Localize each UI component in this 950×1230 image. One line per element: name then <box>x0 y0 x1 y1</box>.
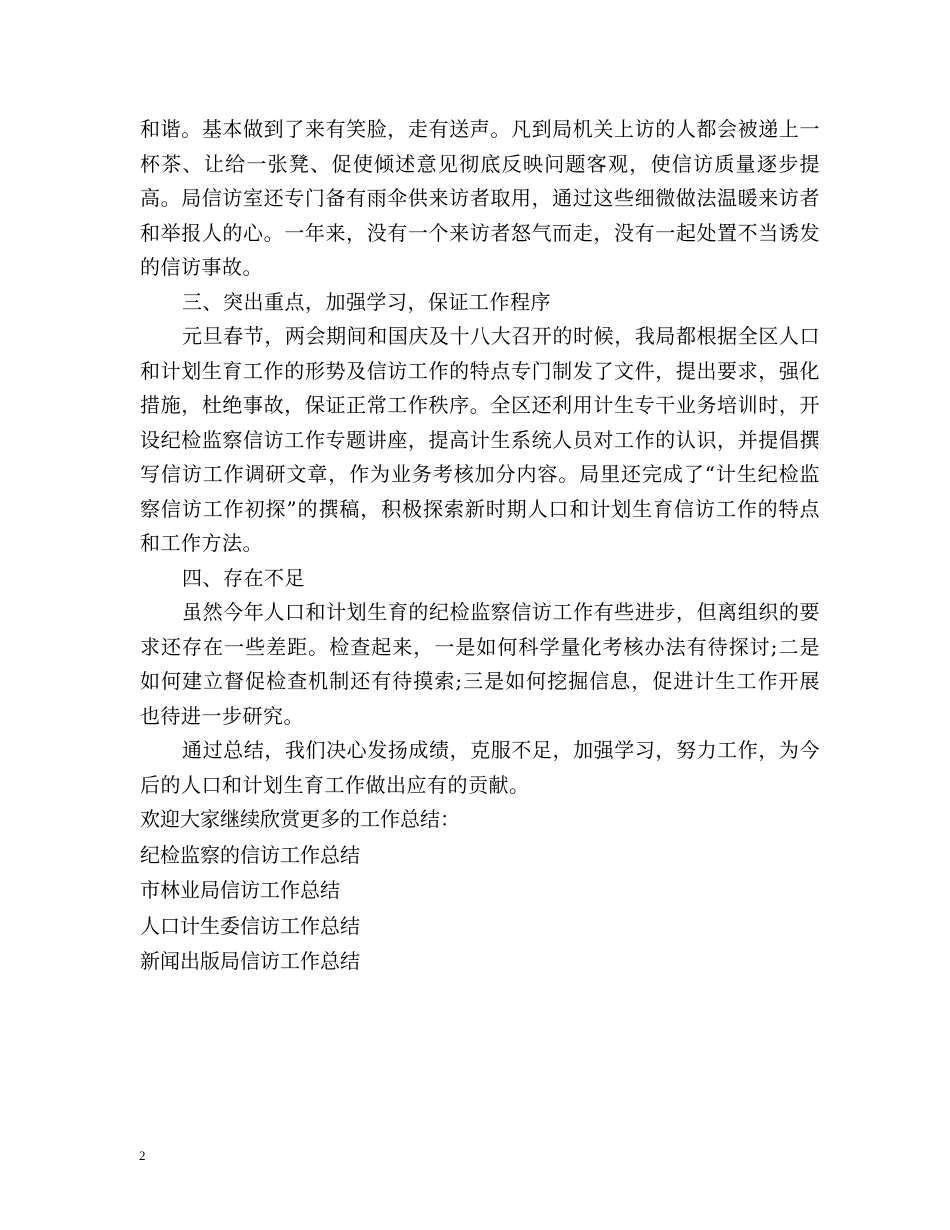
paragraph-section-3: 元旦春节，两会期间和国庆及十八大召开的时候，我局都根据全区人口和计划生育工作的形势及信访工作的特点专门制发了文件，提出要求，强化措施，杜绝事故，保证正常工作秩序。全区还利用计生专干业务培训时，开设纪检监察信访工作专题讲座，提高计生系统人员对工作的认识，并提倡撰写信访工作调研文章，作为业务考核加分内容。局里还完成了“计生纪检监察信访工作初探”的撰稿，积极探索新时期人口和计划生育信访工作的特点和工作方法。 <box>140 324 820 555</box>
related-link-1[interactable]: 纪检监察的信访工作总结 <box>140 842 360 867</box>
paragraph-continuation: 和谐。基本做到了来有笑脸，走有送声。凡到局机关上访的人都会被递上一杯茶、让给一张凳、促使倾述意见彻底反映问题客观，使信访质量逐步提高。局信访室还专门备有雨伞供来访者取用，通过这些细微做法温暖来访者和举报人的心。一年来，没有一个来访者怒气而走，没有一起处置不当诱发的信访事故。 <box>140 117 820 279</box>
section-heading-3: 三、突出重点，加强学习，保证工作程序 <box>182 289 551 314</box>
paragraph-section-4: 虽然今年人口和计划生育的纪检监察信访工作有些进步，但离组织的要求还存在一些差距。检查起来，一是如何科学量化考核办法有待探讨;二是如何建立督促检查机制还有待摸索;三是如何挖掘信息，促进计生工作开展也待进一步研究。 <box>140 600 820 728</box>
section-heading-4: 四、存在不足 <box>182 565 305 590</box>
more-summaries-intro: 欢迎大家继续欣赏更多的工作总结： <box>140 807 460 831</box>
paragraph-conclusion: 通过总结，我们决心发扬成绩，克服不足，加强学习，努力工作，为今后的人口和计划生育工作做出应有的贡献。 <box>140 738 820 797</box>
page-number: 2 <box>139 1148 146 1163</box>
related-link-4[interactable]: 新闻出版局信访工作总结 <box>140 949 360 973</box>
related-link-3[interactable]: 人口计生委信访工作总结 <box>140 913 360 938</box>
related-link-2[interactable]: 市林业局信访工作总结 <box>140 878 340 902</box>
document-body <box>140 112 820 980</box>
